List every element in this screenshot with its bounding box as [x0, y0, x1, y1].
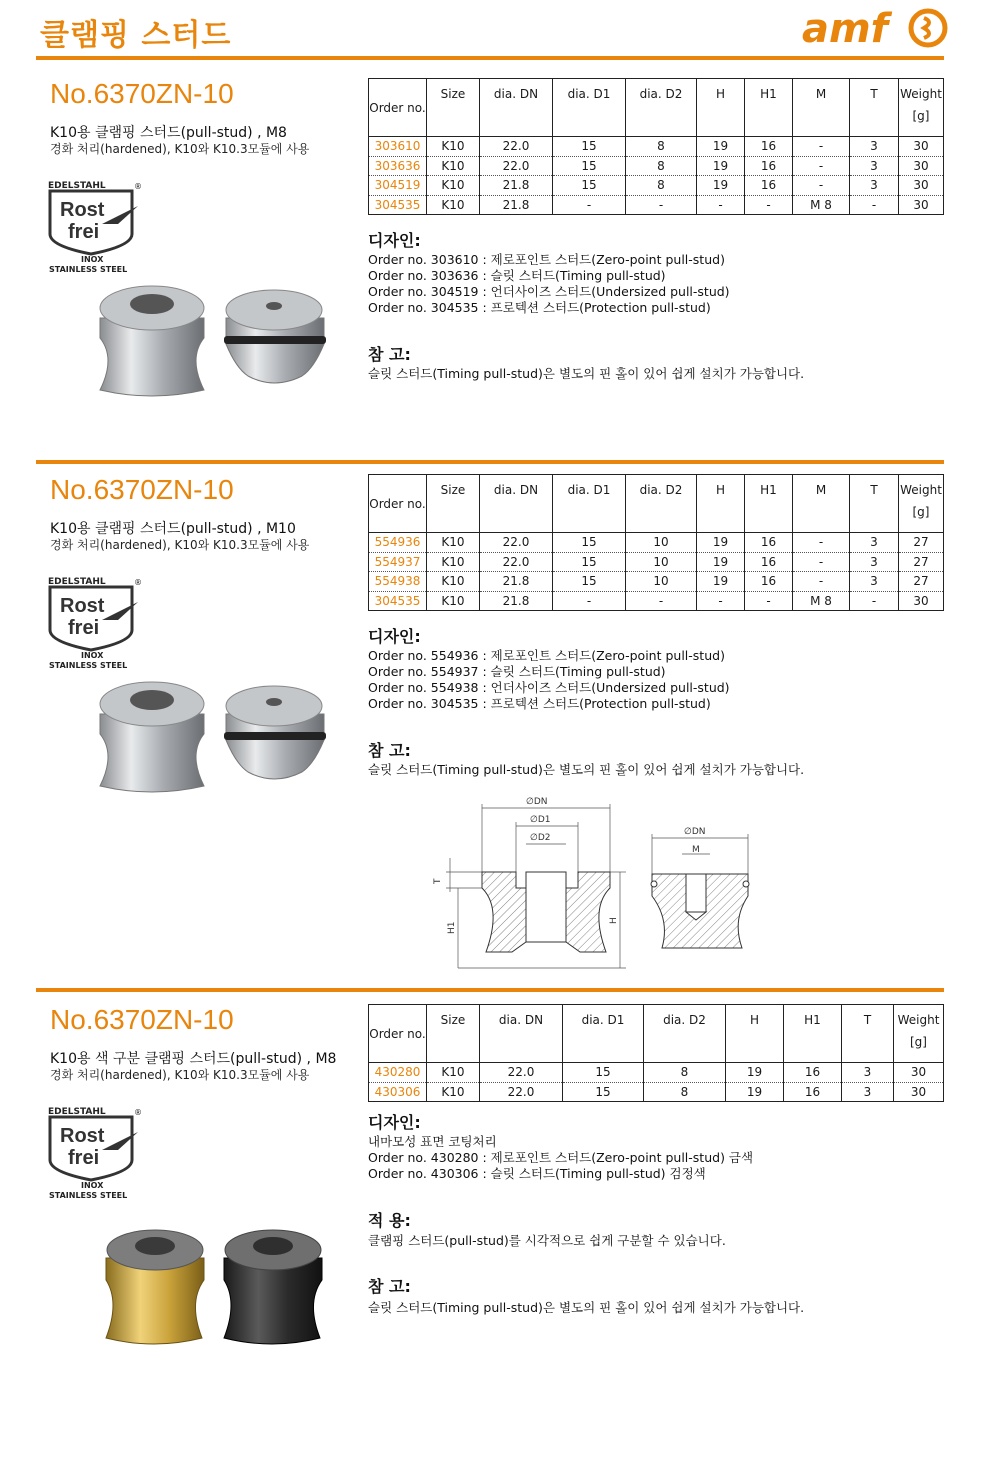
- pull-stud-photo: [92, 278, 332, 408]
- table-row: 430306 K10 22.0 15 8 19 16 3 30: [369, 1082, 944, 1102]
- dim-m: M: [692, 845, 700, 855]
- design-line: 내마모성 표면 코팅처리: [368, 1134, 497, 1149]
- dim-h1: H1: [447, 921, 457, 934]
- svg-text:INOX: INOX: [81, 651, 104, 660]
- order-number: 554938: [369, 572, 427, 592]
- pull-stud-photo: [92, 674, 332, 804]
- note-text: 슬릿 스터드(Timing pull-stud)은 별도의 핀 홀이 있어 쉽게 설치가 가능합니다.: [368, 1300, 805, 1315]
- dim-d1: ∅D1: [530, 815, 551, 825]
- svg-text:frei: frei: [68, 1147, 100, 1169]
- table-row: 303636 K10 22.0 15 8 19 16 - 3 30: [369, 156, 944, 176]
- col-header-size: Size: [427, 1005, 480, 1063]
- amf-logo-text: amf: [802, 6, 889, 52]
- table-row: 554936 K10 22.0 15 10 19 16 - 3 27: [369, 533, 944, 553]
- section-divider: [36, 988, 944, 992]
- product-description: 경화 처리(hardened), K10와 K10.3모듈에 사용: [50, 1068, 310, 1082]
- col-header-t: T: [842, 1005, 894, 1063]
- design-heading: 디자인:: [368, 231, 421, 250]
- dim-dn: ∅DN: [526, 797, 548, 807]
- table-row: 430280 K10 22.0 15 8 19 16 3 30: [369, 1063, 944, 1083]
- col-header-h: H: [697, 475, 745, 533]
- order-number: 430280: [369, 1063, 427, 1083]
- coated-pull-stud-photo: [92, 1222, 332, 1352]
- dim-h: H: [609, 917, 619, 924]
- header-rule: [36, 56, 944, 60]
- table-header-row: [369, 1005, 944, 1063]
- col-header-d1: dia. D1: [553, 475, 626, 533]
- col-header-weight: Weight [g]: [899, 475, 944, 533]
- col-header-h1: H1: [745, 475, 793, 533]
- design-line: Order no. 304535 : 프로텍션 스터드(Protection pull-stud): [368, 696, 711, 711]
- rostfrei-badge-icon: [46, 1102, 146, 1200]
- design-line: Order no. 430306 : 슬릿 스터드(Timing pull-stud) 검정색: [368, 1166, 706, 1181]
- design-list: [368, 648, 730, 712]
- note-heading: 참 고:: [368, 741, 411, 760]
- dim-dn-right: ∅DN: [684, 827, 706, 837]
- product-subtitle: K10용 색 구분 클램핑 스터드(pull-stud) , M8: [50, 1051, 337, 1067]
- svg-text:INOX: INOX: [81, 1181, 104, 1190]
- col-header-weight: Weight [g]: [894, 1005, 944, 1063]
- spec-table: [368, 1004, 944, 1102]
- dim-d2: ∅D2: [530, 833, 551, 843]
- page-title: 클램핑 스터드: [40, 18, 232, 53]
- design-line: Order no. 304535 : 프로텍션 스터드(Protection pull-stud): [368, 300, 711, 315]
- amf-logo: [800, 4, 950, 52]
- col-header-d2: dia. D2: [644, 1005, 726, 1063]
- design-line: Order no. 554936 : 제로포인트 스터드(Zero-point pull-stud): [368, 648, 725, 663]
- col-header-h: H: [726, 1005, 784, 1063]
- design-heading: 디자인:: [368, 627, 421, 646]
- apply-heading: 적 용:: [368, 1211, 411, 1230]
- design-heading: 디자인:: [368, 1113, 421, 1132]
- col-header-m: M: [793, 79, 850, 137]
- table-row: 554937 K10 22.0 15 10 19 16 - 3 27: [369, 552, 944, 572]
- col-header-t: T: [850, 475, 899, 533]
- col-header-h: H: [697, 79, 745, 137]
- table-header-row: [369, 79, 944, 137]
- order-number: 303636: [369, 156, 427, 176]
- section-divider: [36, 460, 944, 464]
- col-header-d2: dia. D2: [626, 79, 697, 137]
- svg-text:frei: frei: [68, 221, 100, 243]
- svg-text:frei: frei: [68, 617, 100, 639]
- design-line: Order no. 303610 : 제로포인트 스터드(Zero-point pull-stud): [368, 252, 725, 267]
- design-line: Order no. 554937 : 슬릿 스터드(Timing pull-stud): [368, 664, 666, 679]
- col-header-h1: H1: [745, 79, 793, 137]
- svg-text:Rost: Rost: [60, 199, 105, 221]
- rostfrei-badge-icon: [46, 176, 146, 274]
- spec-table: [368, 78, 944, 215]
- order-number: 430306: [369, 1082, 427, 1102]
- table-row: 304519 K10 21.8 15 8 19 16 - 3 30: [369, 176, 944, 196]
- design-list: [368, 252, 730, 316]
- col-header-order: Order no.: [369, 79, 427, 137]
- note-text: 슬릿 스터드(Timing pull-stud)은 별도의 핀 홀이 있어 쉽게 설치가 가능합니다.: [368, 366, 805, 381]
- product-section-1: [0, 78, 1000, 458]
- product-section-3: [0, 1004, 1000, 1454]
- order-number: 554936: [369, 533, 427, 553]
- product-description: 경화 처리(hardened), K10와 K10.3모듈에 사용: [50, 538, 310, 552]
- svg-text:EDELSTAHL: EDELSTAHL: [48, 181, 106, 191]
- svg-text:®: ®: [134, 182, 142, 191]
- model-number: No.6370ZN-10: [50, 474, 234, 505]
- col-header-order: Order no.: [369, 475, 427, 533]
- design-line: Order no. 304519 : 언더사이즈 스터드(Undersized pull-stud): [368, 284, 730, 299]
- col-header-m: M: [793, 475, 850, 533]
- col-header-dn: dia. DN: [480, 79, 553, 137]
- col-header-d1: dia. D1: [563, 1005, 644, 1063]
- order-number: 304535: [369, 591, 427, 611]
- note-heading: 참 고:: [368, 1277, 411, 1296]
- order-number: 304535: [369, 195, 427, 215]
- table-row: 304535 K10 21.8 - - - - M 8 - 30: [369, 591, 944, 611]
- svg-text:INOX: INOX: [81, 255, 104, 264]
- model-number: No.6370ZN-10: [50, 1004, 234, 1035]
- svg-text:EDELSTAHL: EDELSTAHL: [48, 1107, 106, 1117]
- design-line: Order no. 303636 : 슬릿 스터드(Timing pull-stud): [368, 268, 666, 283]
- design-line: Order no. 554938 : 언더사이즈 스터드(Undersized pull-stud): [368, 680, 730, 695]
- model-number: No.6370ZN-10: [50, 78, 234, 109]
- design-list: [368, 1134, 753, 1182]
- col-header-h1: H1: [784, 1005, 842, 1063]
- rostfrei-badge-icon: [46, 572, 146, 670]
- svg-text:STAINLESS STEEL: STAINLESS STEEL: [49, 265, 128, 274]
- svg-text:®: ®: [134, 578, 142, 587]
- col-header-dn: dia. DN: [480, 475, 553, 533]
- note-heading: 참 고:: [368, 345, 411, 364]
- dim-t: T: [433, 878, 443, 884]
- product-subtitle: K10용 클램핑 스터드(pull-stud) , M8: [50, 125, 287, 141]
- svg-text:Rost: Rost: [60, 595, 105, 617]
- svg-text:EDELSTAHL: EDELSTAHL: [48, 577, 106, 587]
- order-number: 304519: [369, 176, 427, 196]
- col-header-dn: dia. DN: [480, 1005, 563, 1063]
- svg-text:STAINLESS STEEL: STAINLESS STEEL: [49, 661, 128, 670]
- table-row: 554938 K10 21.8 15 10 19 16 - 3 27: [369, 572, 944, 592]
- order-number: 303610: [369, 137, 427, 157]
- product-subtitle: K10용 클램핑 스터드(pull-stud) , M10: [50, 521, 296, 537]
- svg-text:®: ®: [134, 1108, 142, 1117]
- svg-text:Rost: Rost: [60, 1125, 105, 1147]
- note-text: 슬릿 스터드(Timing pull-stud)은 별도의 핀 홀이 있어 쉽게 설치가 가능합니다.: [368, 762, 805, 777]
- col-header-d2: dia. D2: [626, 475, 697, 533]
- table-header-row: [369, 475, 944, 533]
- col-header-size: Size: [427, 79, 480, 137]
- table-row: 303610 K10 22.0 15 8 19 16 - 3 30: [369, 137, 944, 157]
- apply-text: 클램핑 스터드(pull-stud)를 시각적으로 쉽게 구분할 수 있습니다.: [368, 1233, 726, 1248]
- design-line: Order no. 430280 : 제로포인트 스터드(Zero-point pull-stud) 금색: [368, 1150, 754, 1165]
- technical-drawing: [430, 792, 760, 972]
- col-header-size: Size: [427, 475, 480, 533]
- order-number: 554937: [369, 552, 427, 572]
- table-row: 304535 K10 21.8 - - - - M 8 - 30: [369, 195, 944, 215]
- col-header-d1: dia. D1: [553, 79, 626, 137]
- col-header-t: T: [850, 79, 899, 137]
- col-header-order: Order no.: [369, 1005, 427, 1063]
- svg-text:STAINLESS STEEL: STAINLESS STEEL: [49, 1191, 128, 1200]
- spec-table: [368, 474, 944, 611]
- col-header-weight: Weight [g]: [899, 79, 944, 137]
- product-description: 경화 처리(hardened), K10와 K10.3모듈에 사용: [50, 142, 310, 156]
